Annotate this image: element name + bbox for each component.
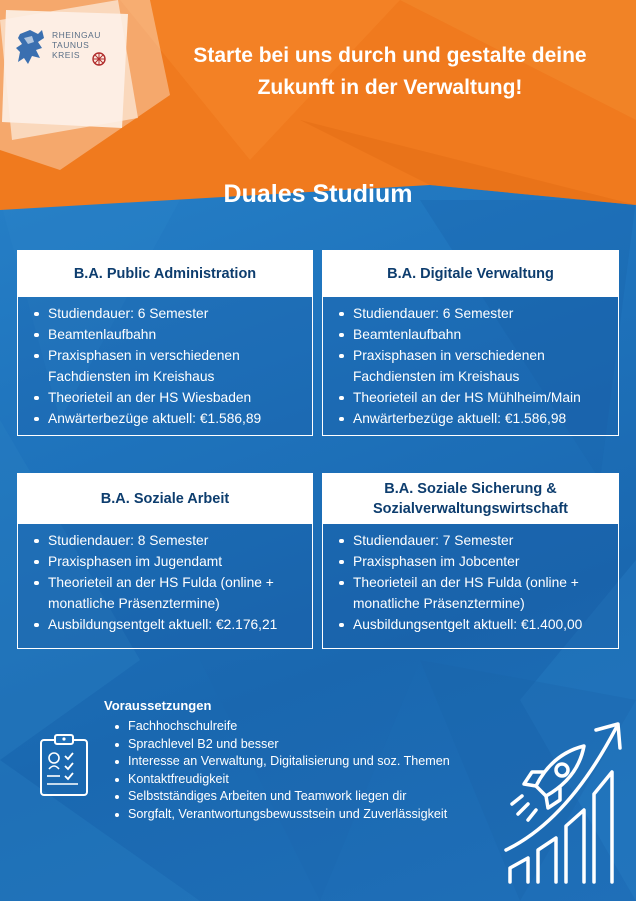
list-item: Theorieteil an der HS Fulda (online + monatliche Präsenztermine): [30, 572, 300, 614]
list-item: Theorieteil an der HS Mühlheim/Main: [335, 387, 606, 408]
card-title: B.A. Digitale Verwaltung: [323, 251, 618, 297]
card-title: B.A. Soziale Arbeit: [18, 474, 312, 524]
logo-line-1: RHEINGAU: [52, 30, 101, 40]
hessen-lion-icon: [14, 28, 48, 72]
list-item: Praxisphasen in verschiedenen Fachdiensten im Kreishaus: [335, 345, 606, 387]
card-title-line-2: Sozialverwaltungswirtschaft: [373, 501, 568, 517]
list-item: Fachhochschulreife: [112, 718, 502, 736]
list-item: Ausbildungsentgelt aktuell: €2.176,21: [30, 614, 300, 635]
list-item: Anwärterbezüge aktuell: €1.586,98: [335, 408, 606, 429]
card-list: [30, 530, 300, 635]
card-list: [335, 530, 606, 635]
list-item: Studiendauer: 6 Semester: [30, 303, 300, 324]
section-title: Duales Studium: [223, 180, 413, 208]
list-item: Studiendauer: 8 Semester: [30, 530, 300, 551]
list-item: Selbstständiges Arbeiten und Teamwork liegen dir: [112, 788, 502, 806]
list-item: Kontaktfreudigkeit: [112, 771, 502, 789]
card-title: [323, 474, 618, 524]
requirements-list: [112, 718, 502, 824]
card-list: [30, 303, 300, 429]
card-soziale-arbeit: [17, 473, 313, 649]
list-item: Sorgfalt, Verantwortungsbewusstsein und Zuverlässigkeit: [112, 806, 502, 824]
list-item: Ausbildungsentgelt aktuell: €1.400,00: [335, 614, 606, 635]
header-title-line-2: Zukunft in der Verwaltung!: [257, 76, 523, 99]
list-item: Praxisphasen im Jobcenter: [335, 551, 606, 572]
card-title: B.A. Public Administration: [18, 251, 312, 297]
list-item: Theorieteil an der HS Fulda (online + monatliche Präsenztermine): [335, 572, 606, 614]
logo-line-2: TAUNUS: [52, 40, 90, 50]
card-digitale-verwaltung: [322, 250, 619, 436]
card-soziale-sicherung: [322, 473, 619, 649]
requirements-title: Voraussetzungen: [104, 698, 212, 713]
header-title-line-1: Starte bei uns durch und gestalte deine: [193, 44, 587, 67]
rheingau-taunus-kreis-logo: [14, 26, 114, 78]
list-item: Sprachlevel B2 und besser: [112, 736, 502, 754]
rocket-growth-icon: [498, 700, 628, 890]
logo-line-3: KREIS: [52, 50, 81, 60]
list-item: Theorieteil an der HS Wiesbaden: [30, 387, 300, 408]
card-public-administration: [17, 250, 313, 436]
card-list: [335, 303, 606, 429]
list-item: Studiendauer: 6 Semester: [335, 303, 606, 324]
coat-of-arms-icon: [92, 52, 106, 66]
list-item: Praxisphasen in verschiedenen Fachdiensten im Kreishaus: [30, 345, 300, 387]
list-item: Praxisphasen im Jugendamt: [30, 551, 300, 572]
list-item: Beamtenlaufbahn: [335, 324, 606, 345]
card-title-line-1: B.A. Soziale Sicherung &: [384, 481, 557, 497]
list-item: Anwärterbezüge aktuell: €1.586,89: [30, 408, 300, 429]
clipboard-checklist-icon: [38, 732, 90, 798]
list-item: Studiendauer: 7 Semester: [335, 530, 606, 551]
header-title: [160, 40, 620, 104]
list-item: Interesse an Verwaltung, Digitalisierung und soz. Themen: [112, 753, 502, 771]
list-item: Beamtenlaufbahn: [30, 324, 300, 345]
